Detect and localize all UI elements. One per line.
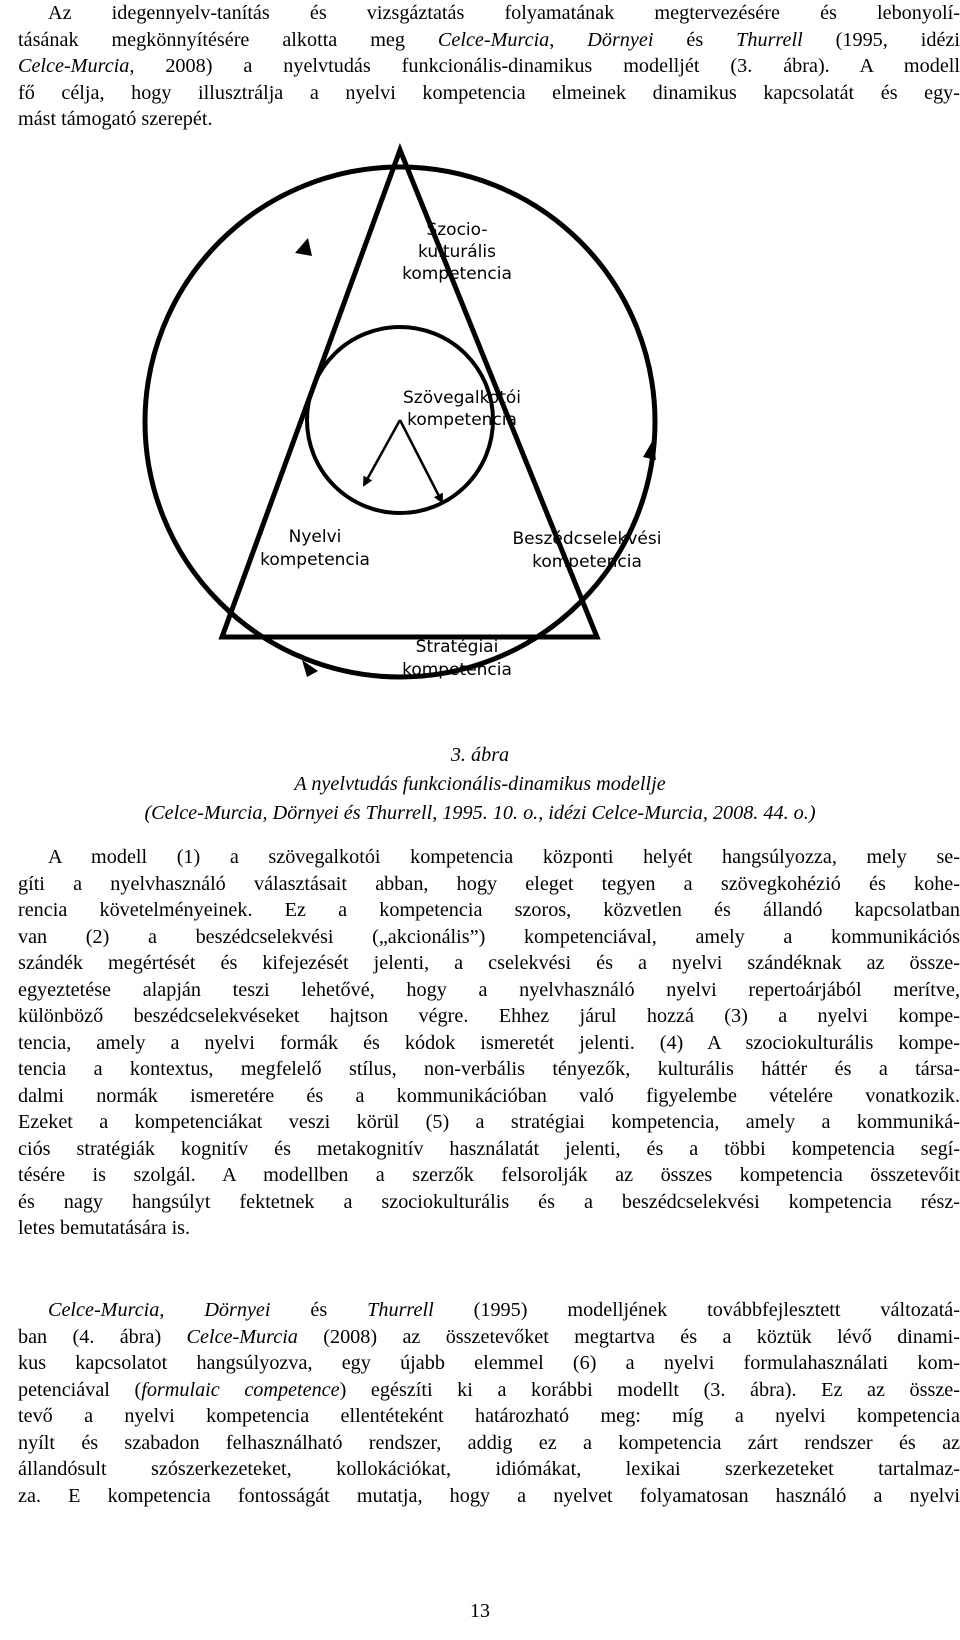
competence-model-diagram bbox=[132, 140, 682, 730]
sociocultural-label-line1: Szocio- bbox=[426, 220, 488, 240]
italic-name: Celce-Murcia bbox=[437, 28, 550, 51]
body-paragraph-1 bbox=[18, 844, 960, 1242]
actional-label-line2: kompetencia bbox=[532, 552, 642, 572]
figure-caption-source: (Celce-Murcia, Dörnyei és Thurrell, 1995. 10. o., idézi Celce-Murcia, 2008. 44. o.) bbox=[144, 802, 816, 824]
italic-name: Thurrell bbox=[736, 28, 803, 51]
intro-paragraph bbox=[18, 0, 960, 133]
italic-name: Celce-Murcia bbox=[48, 1299, 160, 1321]
text-line: tencia, amely a nyelvi formák és kódok ismeretét jelenti. (4) A szociokulturális kompe- bbox=[18, 1031, 960, 1054]
text-line: és nagy hangsúlyt fektetnek a szociokulturális és a beszédcselekvési kompetencia rész- bbox=[18, 1190, 960, 1213]
sociocultural-label-line3: kompetencia bbox=[402, 264, 512, 284]
italic-name: formulaic competence bbox=[141, 1378, 340, 1401]
text-line: ciós stratégiák kognitív és metakognitív használatát jelenti, és a többi kompetencia segí- bbox=[18, 1137, 960, 1160]
sociocultural-label-line2: kulturális bbox=[418, 242, 496, 262]
text-line: szándék megértését és kifejezését jelenti, a cselekvési és a nyelvi szándéknak az össze- bbox=[18, 952, 960, 974]
text-line: van (2) a beszédcselekvési („akcionális”) kompetenciával, amely a kommunikációs bbox=[18, 925, 960, 948]
text-line: rencia követelményeinek. Ez a kompetencia szoros, közvetlen és állandó kapcsolatban bbox=[18, 899, 960, 921]
body-paragraph-2 bbox=[18, 1297, 960, 1509]
italic-name: Celce-Murcia bbox=[186, 1325, 298, 1348]
text-line: Ezeket a kompetenciákat veszi körül (5) a stratégiai kompetencia, amely a kommuniká- bbox=[18, 1111, 960, 1133]
text-line: Az idegennyelv-tanítás és vizsgáztatás folyamatának megtervezésére és lebonyolí- bbox=[48, 2, 960, 24]
italic-name: Thurrell bbox=[367, 1299, 434, 1321]
discourse-label-line2: kompetencia bbox=[407, 410, 517, 430]
strategic-label-line2: kompetencia bbox=[402, 660, 512, 680]
text-line: állandósult szószerkezeteket, kollokációkat, idiómákat, lexikai szerkezeteket tartalmaz- bbox=[18, 1458, 960, 1480]
text-line: különböző beszédcselekvéseket hajtson végre. Ehhez járul hozzá (3) a nyelvi kompe- bbox=[18, 1005, 960, 1027]
text-line: ban (4. ábra) Celce-Murcia (2008) az összetevőket megtartva és a köztük lévő dinami- bbox=[18, 1325, 960, 1348]
text-line: tevő a nyelvi kompetencia ellentéteként határozható meg: míg a nyelvi kompetencia bbox=[18, 1405, 960, 1427]
text-line: mást támogató szerepét. bbox=[18, 108, 213, 130]
circle-arrow-top-left bbox=[295, 238, 312, 256]
arrow-to-linguistic bbox=[364, 420, 400, 485]
text-line: gíti a nyelvhasználó választásait abban, hogy eleget tegyen a szövegkohézió és kohe- bbox=[18, 872, 960, 895]
italic-name: Dörnyei bbox=[204, 1299, 271, 1321]
text-line: nyílt és szabadon felhasználható rendszer, addig ez a kompetencia zárt rendszer és az bbox=[18, 1431, 960, 1454]
text-line: za. E kompetencia fontosságát mutatja, hogy a nyelvet folyamatosan használó a nyelvi bbox=[18, 1484, 960, 1507]
text-line: letes bemutatására is. bbox=[18, 1217, 191, 1239]
arrow-to-actional bbox=[400, 420, 442, 502]
text-line: tencia a kontextus, megfelelő stílus, non-verbális tényezők, kulturális háttér és a társa- bbox=[18, 1058, 960, 1080]
italic-name: Dörnyei bbox=[587, 28, 654, 51]
page-number: 13 bbox=[470, 1600, 490, 1622]
linguistic-label-line2: kompetencia bbox=[260, 550, 370, 570]
linguistic-label-line1: Nyelvi bbox=[288, 527, 342, 547]
text-line: petenciával (formulaic competence) egészíti ki a korábbi modellt (3. ábra). Ez az össze- bbox=[18, 1378, 960, 1401]
text-line: tésére is szolgál. A modellben a szerzők felsorolják az összes kompetencia összetevőit bbox=[18, 1164, 960, 1186]
text-line: A modell (1) a szövegalkotói kompetencia központi helyét hangsúlyozza, mely se- bbox=[48, 846, 960, 868]
text-line: Celce-Murcia, Dörnyei és Thurrell (1995) modelljének továbbfejlesztett változatá- bbox=[48, 1299, 960, 1321]
text-line: egyeztetése alapján teszi lehetővé, hogy a nyelvhasználó nyelvi repertoárjából merítve, bbox=[18, 978, 960, 1001]
text-line: fő célja, hogy illusztrálja a nyelvi kompetencia elmeinek dinamikus kapcsolatát és egy- bbox=[18, 81, 960, 104]
diagram-svg bbox=[132, 140, 682, 730]
figure-caption-number: 3. ábra bbox=[450, 744, 510, 766]
discourse-label-line1: Szövegalkotói bbox=[403, 388, 521, 408]
italic-name: Celce-Murcia bbox=[18, 55, 130, 77]
actional-label-line1: Beszédcselekvési bbox=[512, 529, 662, 549]
text-line: dalmi normák ismeretére és a kommunikációban való figyelembe vételére vonatkozik. bbox=[18, 1084, 960, 1107]
text-line: kus kapcsolatot hangsúlyozva, egy újabb elemmel (6) a nyelvi formulahasználati kom- bbox=[18, 1352, 960, 1374]
text-line: tásának megkönnyítésére alkotta meg Celce-Murcia, Dörnyei és Thurrell (1995, idézi bbox=[18, 28, 960, 51]
figure-caption-title: A nyelvtudás funkcionális-dinamikus modellje bbox=[294, 773, 666, 795]
text-line: Celce-Murcia, 2008) a nyelvtudás funkcionális-dinamikus modelljét (3. ábra). A modell bbox=[18, 55, 960, 77]
strategic-label-line1: Stratégiai bbox=[415, 637, 499, 657]
